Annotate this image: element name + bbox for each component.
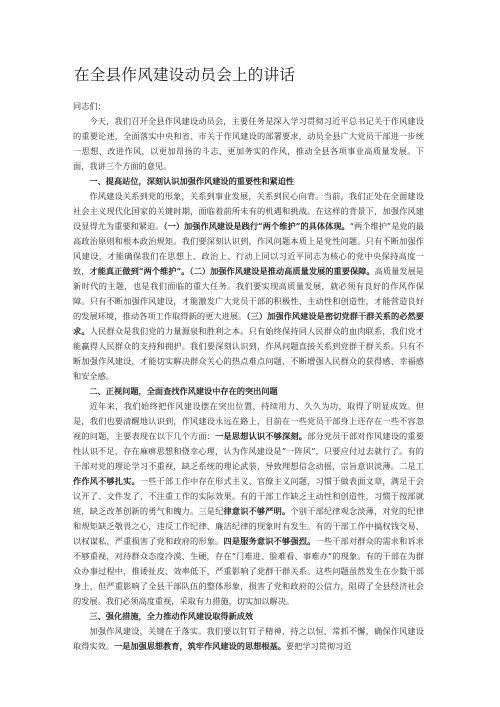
section-3-point-1: 一是加强思想教育，筑牢作风建设的思想根基。 <box>113 640 286 651</box>
section-2-text-5: 一些干部对群众的需求和诉求不够重视，对待群众态度冷漠、生硬，存在“门难进、脸难看、事难办”的现象。有的干部在为群众办事过程中，推诿扯皮、效率低下，严重影响了党群干群关系。这些问题虽然发生在少数干部身上，但严重影响了全县干部队伍的整体形象，损害了党和政府的公信力，阻碍了全县经济社会的发展。我们必须高度重视，采取有力措施，切实加以解决。 <box>73 535 424 606</box>
section-2-text-4: 个别干部纪律观念淡薄，对党的纪律和规矩缺乏敬畏之心，违反工作纪律、廉洁纪律的现象时有发生。有的干部工作中搞权钱交易、以权谋私，严重损害了党和政府的形象。 <box>73 505 424 546</box>
section-2-heading: 二、正视问题，全面查找作风建设中存在的突出问题 <box>89 385 278 396</box>
section-2-point-3: 律意识不够严明。 <box>223 505 291 516</box>
section-3-text-1: 加强作风建设，关键在于落实。我们要以钉钉子精神，持之以恒、常抓不懈，确保作风建设取得实效。 <box>73 625 424 651</box>
section-3-paragraph <box>73 624 424 654</box>
section-1-paragraph <box>73 189 424 384</box>
section-1-point-2: 才能真正做到“两个维护”。（二）加强作风建设是推动高质量发展的重要保障。 <box>89 265 375 276</box>
section-3-text-2: 要把学习贯彻习近 <box>285 640 352 651</box>
section-1-text-3: 高质量发展是新时代的主题，也是我们面临的重大任务。我们要实现高质量发展，就必须有良好的作风作保障。只有不断加强作风建设，才能激发广大党员干部的积极性、主动性和创造性，才能营造良好的发展环境，推动各项工作取得新的更大进展。 <box>73 265 424 321</box>
section-2-text-2: 部分党员干部对作风建设的重要性认识不足，存在麻痹思想和侥幸心理，认为作风建设是“一阵风”，只要应付过去就行了。有的干部对党的理论学习不重视，缺乏系统的理论武装，导致理想信念动摇，宗旨意识淡薄。二是工 <box>73 430 424 471</box>
section-2-point-1: 一是思想认识不够深刻。 <box>215 430 308 441</box>
intro-paragraph: 今天，我们召开全县作风建设动员会，主要任务是深入学习贯彻习近平总书记关于作风建设的重要论述，全面落实中央和省、市关于作风建设的部署要求，动员全县广大党员干部进一步统一思想、改进作风，以更加昂扬的斗志、更加务实的作风，推动全县各项事业高质量发展。下面，我讲三个方面的意见。 <box>73 115 424 171</box>
section-1-text-1: 作风建设关系到党的形象，关系到事业发展，关系到民心向背。当前，我们正处在全面建设社会主义现代化国家的关键时期，面临着前所未有的机遇和挑战。在这样的背景下，加强作风建设显得尤为重要和紧迫。 <box>73 190 424 231</box>
section-1-point-3: （三）加强作风建设是密切党群干群关系的必然要求。 <box>73 310 424 336</box>
section-2-point-4: 四是服务意识不够强烈。 <box>223 535 316 546</box>
section-1-text-4: 人民群众是我们党的力量源泉和胜利之本。只有始终保持同人民群众的血肉联系，我们党才能赢得人民群众的支持和拥护。我们要深刻认识到，作风问题直接关系到党群干群关系。只有不断加强作风建设，才能切实解决群众关心的热点难点问题，不断增强人民群众的获得感、幸福感和安全感。 <box>73 325 424 381</box>
section-2-point-2: 作作风不够扎实。 <box>73 475 140 486</box>
section-2-text-1: 近年来，我们始终把作风建设摆在突出位置，持续用力、久久为功，取得了明显成效。但是，我们也要清醒地认识到，作风建设永远在路上，目前在一些党员干部身上还存在一些不容忽视的问题，主要表现在以下几个方面： <box>73 400 424 441</box>
section-2-paragraph <box>73 399 424 609</box>
section-1-text-2: “两个维护”是党的最高政治原则和根本政治规矩。我们要深刻认识到，作风问题本质上是党性问题。只有不断加强作风建设，才能确保我们在思想上、政治上、行动上同以习近平同志为核心的党中央保持高度一致， <box>73 220 424 276</box>
section-2-text-3: 一些干部工作中存在形式主义、官僚主义问题，习惯于做表面文章，满足于会议开了、文件发了，不注重工作的实际效果。有的干部工作缺乏主动性和创造性，习惯于按部就班，缺乏改革创新的勇气和魄力。三是纪 <box>73 475 424 516</box>
section-3-heading: 三、强化措施，全力推动作风建设取得新成效 <box>89 610 254 621</box>
document-title: 在全县作风建设动员会上的讲话 <box>74 66 296 84</box>
salutation: 同志们： <box>73 100 106 111</box>
section-1-point-1: （一）加强作风建设是践行“两个维护”的具体体现。 <box>163 220 350 231</box>
section-1-heading: 一、提高站位，深刻认识加强作风建设的重要性和紧迫性 <box>89 175 295 186</box>
